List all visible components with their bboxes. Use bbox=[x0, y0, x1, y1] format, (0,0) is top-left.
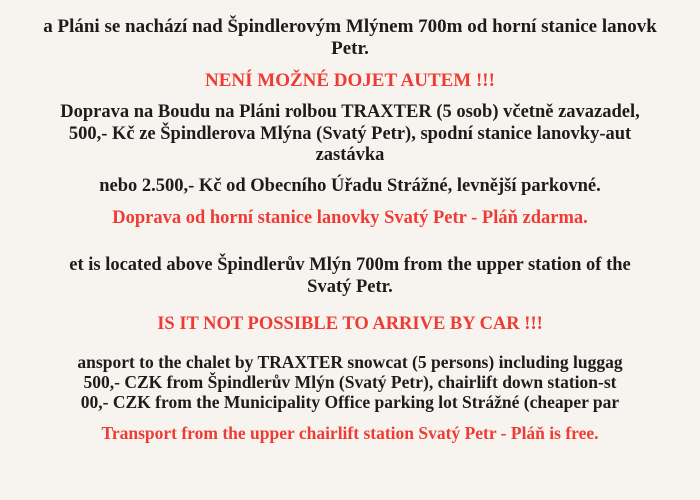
notice-line: Petr. bbox=[331, 38, 369, 60]
notice-line: nebo 2.500,- Kč od Obecního Úřadu Strážné, levnější parkovné. bbox=[99, 176, 601, 197]
notice-warning-en: IS IT NOT POSSIBLE TO ARRIVE BY CAR !!! bbox=[157, 314, 543, 335]
spacer bbox=[0, 198, 700, 208]
notice-free-transport-en: Transport from the upper chairlift station Svatý Petr - Pláň is free. bbox=[101, 422, 599, 443]
notice-line: ansport to the chalet by TRAXTER snowcat (5 persons) including luggag bbox=[77, 351, 623, 372]
spacer bbox=[0, 413, 700, 423]
czech-notice-block bbox=[0, 16, 700, 229]
spacer bbox=[0, 336, 700, 352]
notice-line: 500,- Kč ze Špindlerova Mlýna (Svatý Petr), spodní stanice lanovky-aut bbox=[68, 123, 632, 144]
english-notice-block bbox=[0, 255, 700, 443]
notice-line: et is located above Špindlerův Mlýn 700m from the upper station of the bbox=[69, 255, 631, 276]
notice-line: a Pláni se nachází nad Špindlerovým Mlýnem 700m od horní stanice lanovk bbox=[43, 16, 657, 37]
spacer bbox=[0, 92, 700, 102]
notice-free-transport-cz: Doprava od horní stanice lanovky Svatý Petr - Pláň zdarma. bbox=[112, 207, 588, 228]
section-spacer bbox=[0, 229, 700, 255]
notice-line: zastávka bbox=[315, 145, 385, 165]
notice-line: Doprava na Boudu na Pláni rolbou TRAXTER (5 osob) včetně zavazadel, bbox=[60, 102, 640, 123]
notice-warning-cz: NENÍ MOŽNÉ DOJET AUTEM !!! bbox=[205, 70, 495, 92]
notice-line: 500,- CZK from Špindlerův Mlýn (Svatý Petr), chairlift down station-st bbox=[83, 372, 617, 393]
notice-line: Svatý Petr. bbox=[307, 276, 393, 297]
spacer bbox=[0, 60, 700, 70]
spacer bbox=[0, 298, 700, 314]
notice-line: 00,- CZK from the Municipality Office parking lot Strážné (cheaper par bbox=[80, 392, 620, 413]
spacer bbox=[0, 166, 700, 176]
